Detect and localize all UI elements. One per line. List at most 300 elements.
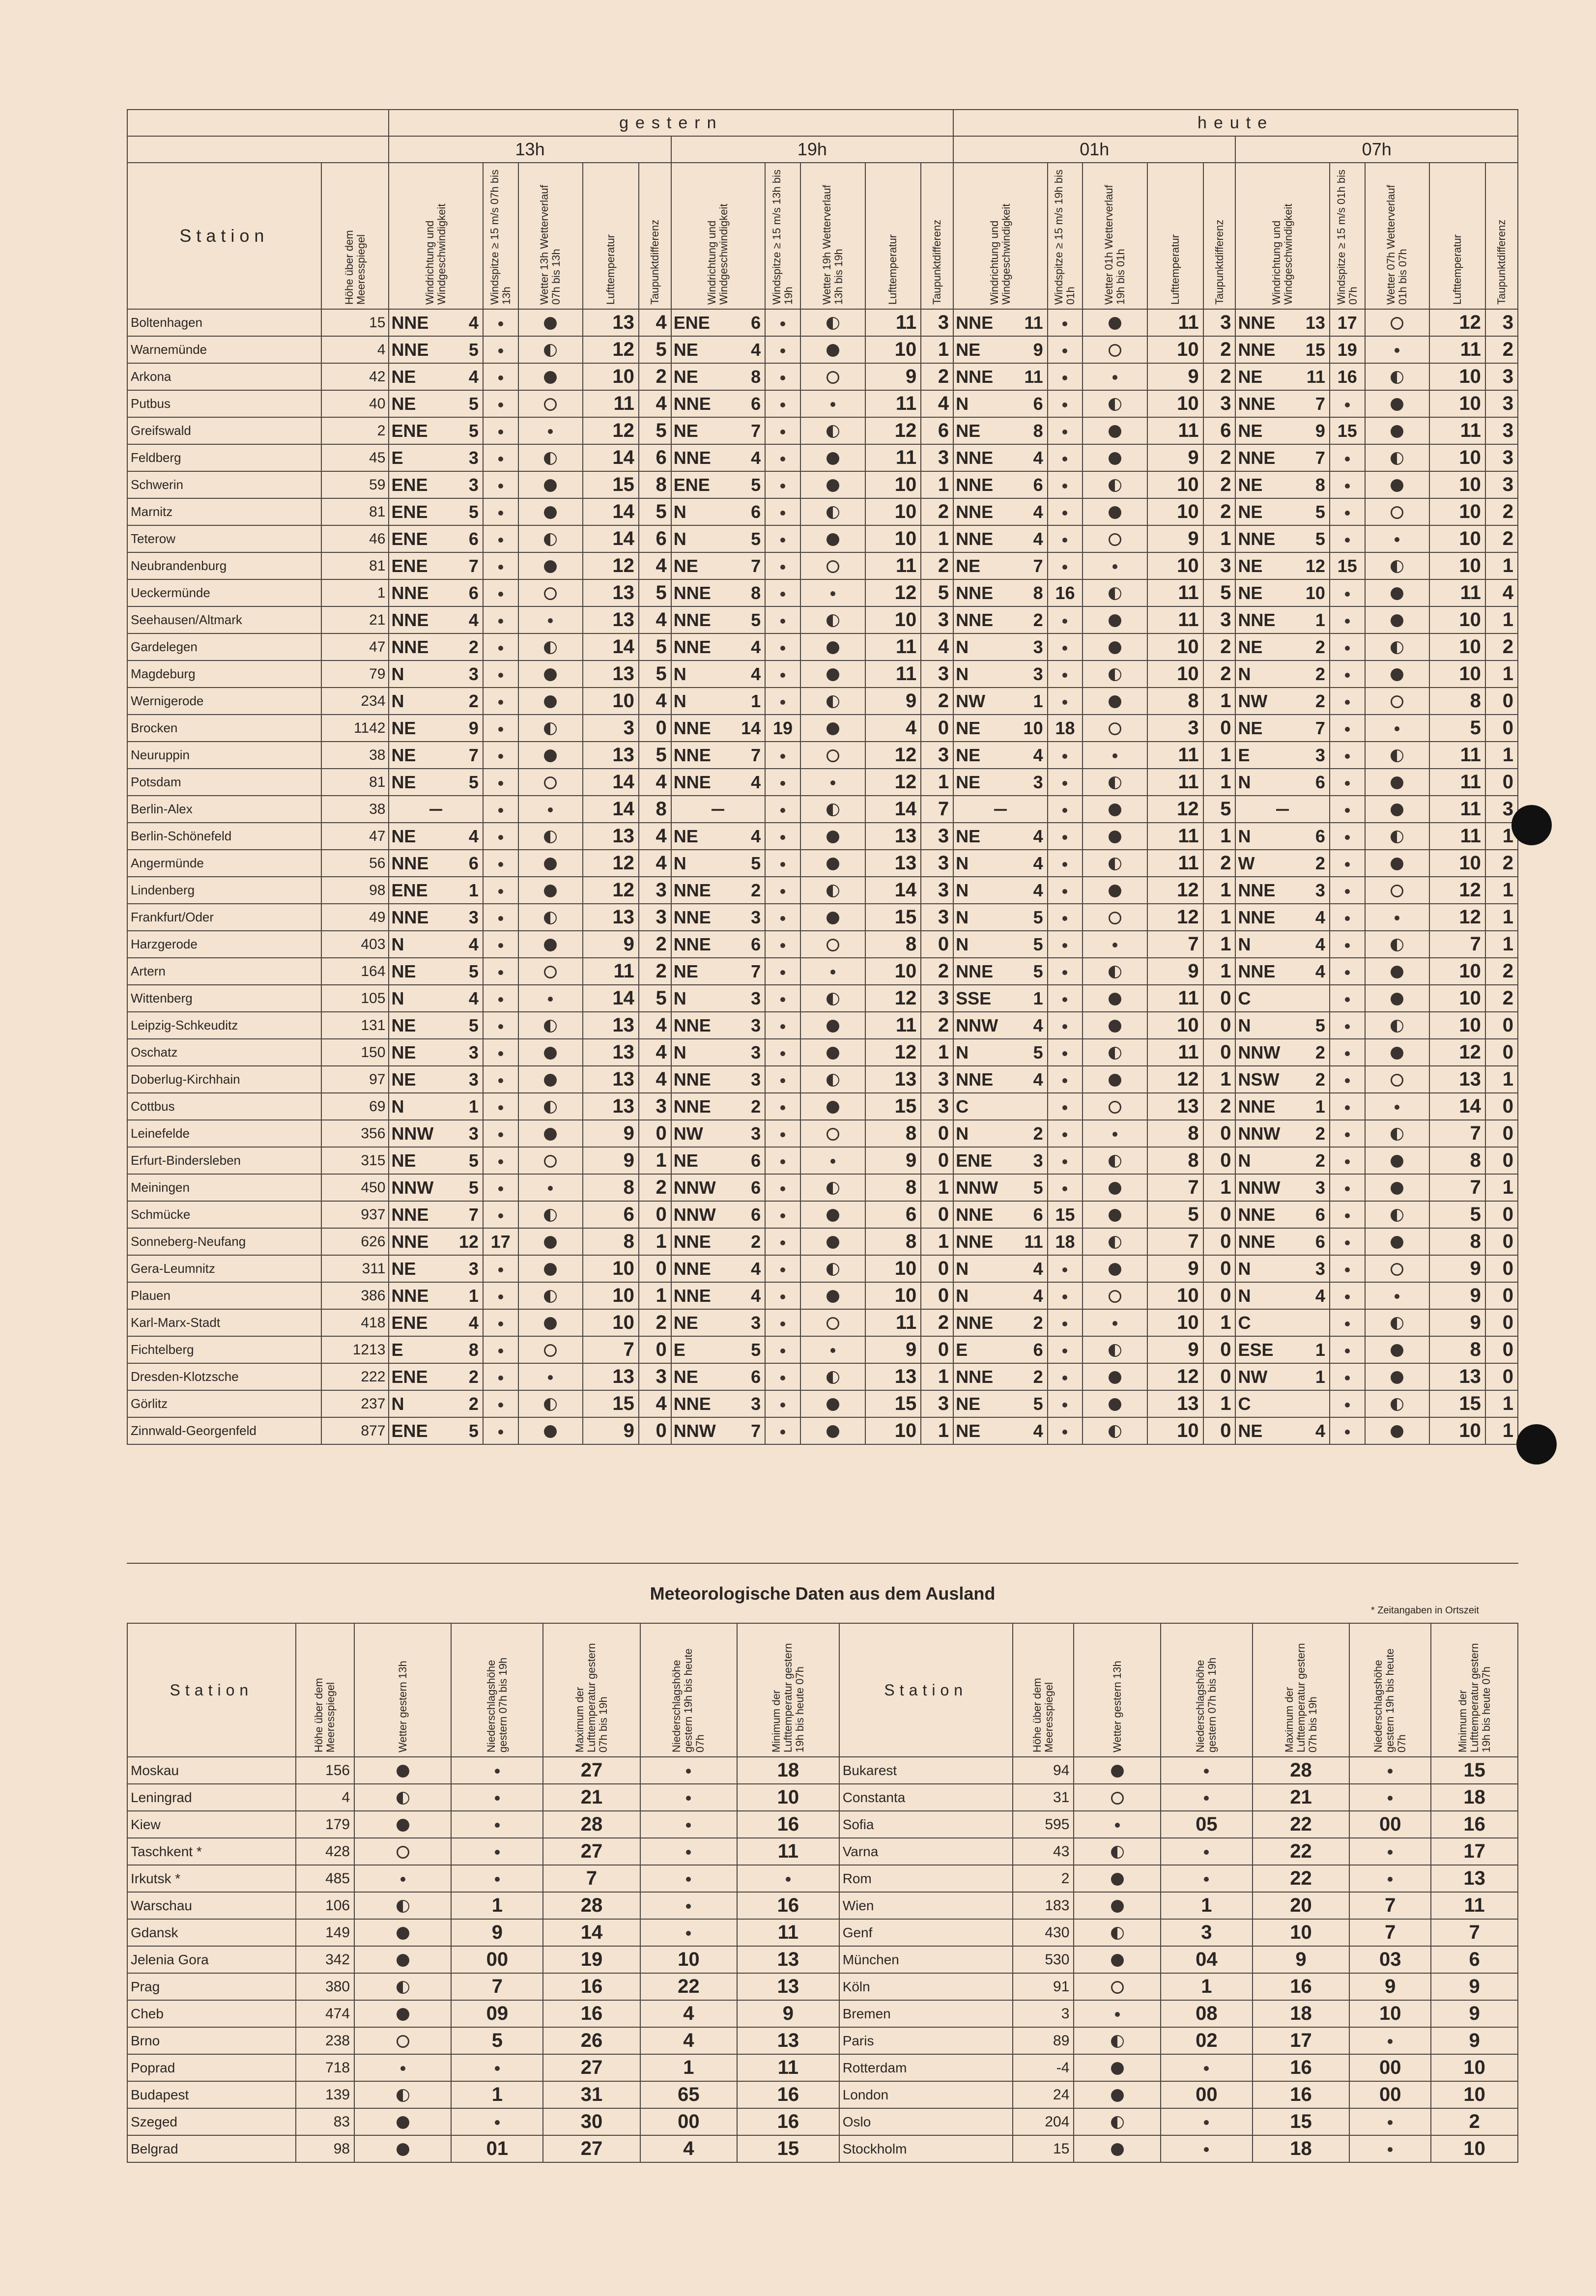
station-row bbox=[127, 444, 1518, 471]
weather-symbol-cell-13 bbox=[518, 471, 583, 498]
wind-direction: N bbox=[1238, 1015, 1251, 1035]
wind-cell-01 bbox=[953, 877, 1047, 904]
no-gust-dot bbox=[498, 781, 503, 786]
foreign-station-altitude: 139 bbox=[296, 2081, 354, 2108]
dewpoint-difference: 3 bbox=[921, 877, 953, 904]
wind-speed: 4 bbox=[468, 609, 479, 630]
weather-symbol-cell-07 bbox=[1365, 985, 1430, 1012]
wind-direction: ENE bbox=[391, 501, 428, 522]
foreign-min: 15 bbox=[737, 2135, 839, 2162]
foreign-station-altitude: 15 bbox=[1013, 2135, 1074, 2162]
wind-speed: 4 bbox=[1033, 1069, 1043, 1090]
weather-symbol-icon bbox=[1391, 939, 1403, 951]
col-header-cols01-0: Windrichtung und Windgeschwindigkeit bbox=[953, 163, 1047, 309]
gust-cell-01 bbox=[1048, 336, 1083, 363]
foreign-station-altitude: 718 bbox=[296, 2054, 354, 2081]
weather-symbol-cell-13 bbox=[518, 688, 583, 715]
wind-speed: 4 bbox=[468, 934, 479, 954]
foreign-max: 10 bbox=[1253, 1919, 1349, 1946]
col-header-cols13-4: Taupunktdifferenz bbox=[639, 163, 671, 309]
air-temperature: 11 bbox=[1147, 309, 1203, 336]
air-temperature: 12 bbox=[583, 336, 639, 363]
foreign-min: 16 bbox=[737, 1892, 839, 1919]
wind-cell-19 bbox=[671, 471, 765, 498]
dewpoint-difference: 6 bbox=[1203, 417, 1236, 444]
gust-cell-01 bbox=[1048, 1174, 1083, 1201]
air-temperature: 10 bbox=[1147, 1012, 1203, 1039]
foreign-min: 10 bbox=[1431, 2054, 1518, 2081]
wind-cell-13 bbox=[389, 1336, 483, 1363]
wind-cell-19 bbox=[671, 1120, 765, 1147]
wind-cell-07 bbox=[1235, 904, 1329, 931]
foreign-n1: 09 bbox=[451, 2000, 543, 2027]
no-gust-dot bbox=[1062, 402, 1067, 407]
air-temperature: 13 bbox=[583, 823, 639, 850]
weather-symbol-icon bbox=[1391, 1425, 1403, 1438]
wind-cell-13 bbox=[389, 1282, 483, 1309]
wind-direction: NE bbox=[391, 826, 416, 846]
wind-cell-07 bbox=[1235, 1255, 1329, 1282]
no-gust-dot bbox=[498, 997, 503, 1002]
wind-speed: 6 bbox=[1315, 1204, 1325, 1225]
no-gust-dot bbox=[498, 457, 503, 461]
air-temperature: 8 bbox=[865, 931, 921, 958]
air-temperature: 8 bbox=[1429, 1228, 1485, 1255]
weather-symbol-icon bbox=[544, 1155, 557, 1168]
air-temperature: 13 bbox=[1429, 1363, 1485, 1390]
air-temperature: 10 bbox=[1147, 336, 1203, 363]
gust-cell-13 bbox=[483, 336, 518, 363]
station-row bbox=[127, 606, 1518, 633]
station-name: Meiningen bbox=[127, 1174, 321, 1201]
weather-symbol-icon bbox=[1109, 912, 1121, 924]
dewpoint-difference: 1 bbox=[921, 525, 953, 552]
weather-symbol-icon bbox=[1109, 1155, 1121, 1168]
wind-speed: 1 bbox=[1315, 1366, 1325, 1387]
air-temperature: 13 bbox=[1147, 1093, 1203, 1120]
no-gust-dot bbox=[1062, 1024, 1067, 1029]
gust-cell-13 bbox=[483, 633, 518, 660]
foreign-weather-cell bbox=[354, 1919, 451, 1946]
gust-cell-19 bbox=[765, 633, 800, 660]
station-row bbox=[127, 769, 1518, 796]
wind-cell-01 bbox=[953, 1120, 1047, 1147]
dewpoint-difference: 1 bbox=[1203, 688, 1236, 715]
no-gust-dot bbox=[780, 1132, 785, 1137]
no-precip-dot bbox=[1388, 1850, 1393, 1855]
gust-cell-19 bbox=[765, 1147, 800, 1174]
dewpoint-difference: 1 bbox=[921, 1174, 953, 1201]
gust-cell-19 bbox=[765, 742, 800, 769]
weather-symbol-icon bbox=[1391, 885, 1403, 897]
gust-cell-07 bbox=[1330, 1255, 1365, 1282]
wind-speed: 8 bbox=[751, 366, 761, 387]
station-altitude: 1142 bbox=[321, 715, 389, 742]
air-temperature: 8 bbox=[1429, 1147, 1485, 1174]
wind-speed: 2 bbox=[1315, 663, 1325, 684]
foreign-station-name: Genf bbox=[839, 1919, 1013, 1946]
foreign-n2 bbox=[1349, 1838, 1431, 1865]
gust-cell-13 bbox=[483, 1309, 518, 1336]
wind-direction: C bbox=[956, 1096, 969, 1117]
foreign-weather-cell bbox=[1074, 2000, 1161, 2027]
weather-symbol-cell-19 bbox=[800, 660, 865, 688]
weather-symbol-cell-01 bbox=[1083, 1282, 1147, 1309]
no-gust-dot bbox=[780, 348, 785, 353]
foreign-n2 bbox=[640, 1757, 737, 1784]
foreign-row bbox=[127, 1919, 1518, 1946]
station-name: Cottbus bbox=[127, 1093, 321, 1120]
foreign-n1 bbox=[451, 2054, 543, 2081]
no-gust-dot bbox=[1062, 997, 1067, 1002]
foreign-n1 bbox=[1161, 2054, 1253, 2081]
gust-cell-01 bbox=[1048, 958, 1083, 985]
wind-direction: ENE bbox=[391, 528, 428, 549]
weather-symbol-icon bbox=[1109, 587, 1121, 600]
gust-cell-07 bbox=[1330, 525, 1365, 552]
dewpoint-difference: 3 bbox=[1203, 390, 1236, 417]
air-temperature: 8 bbox=[865, 1174, 921, 1201]
foreign-station-altitude: 24 bbox=[1013, 2081, 1074, 2108]
no-data-dash bbox=[994, 809, 1007, 811]
dewpoint-difference: 1 bbox=[1485, 904, 1518, 931]
gust-cell-01 bbox=[1048, 552, 1083, 579]
no-gust-dot bbox=[1345, 1240, 1350, 1245]
gust-cell-13 bbox=[483, 1417, 518, 1444]
wind-speed: 3 bbox=[1315, 1177, 1325, 1198]
gust-cell-13 bbox=[483, 1093, 518, 1120]
weather-symbol-cell-13 bbox=[518, 877, 583, 904]
wind-speed: 3 bbox=[468, 1042, 479, 1062]
foreign-max: 21 bbox=[1253, 1784, 1349, 1811]
air-temperature: 13 bbox=[865, 1363, 921, 1390]
foreign-n1: 9 bbox=[451, 1919, 543, 1946]
wind-cell-13 bbox=[389, 1066, 483, 1093]
no-gust-dot bbox=[1345, 592, 1350, 597]
wind-direction: ENE bbox=[391, 880, 428, 900]
wind-direction: SSE bbox=[956, 988, 992, 1008]
weather-symbol-cell-13 bbox=[518, 309, 583, 336]
weather-symbol-cell-13 bbox=[518, 1390, 583, 1417]
weather-symbol-icon bbox=[1109, 1209, 1121, 1222]
wind-direction: NE bbox=[391, 718, 416, 738]
foreign-max: 27 bbox=[543, 1838, 640, 1865]
no-gust-dot bbox=[1062, 1294, 1067, 1299]
foreign-station-name: Sofia bbox=[839, 1811, 1013, 1838]
wind-speed: 3 bbox=[468, 663, 479, 684]
weather-symbol-icon bbox=[826, 1047, 839, 1060]
weather-symbol-icon bbox=[1395, 537, 1399, 542]
foreign-min: 9 bbox=[737, 2000, 839, 2027]
gust-cell-01 bbox=[1048, 985, 1083, 1012]
foreign-station-name: Belgrad bbox=[127, 2135, 296, 2162]
no-gust-dot bbox=[498, 430, 503, 434]
gust-cell-07 bbox=[1330, 471, 1365, 498]
dewpoint-difference: 5 bbox=[1203, 579, 1236, 606]
weather-symbol-cell-19 bbox=[800, 688, 865, 715]
wind-direction: NNE bbox=[956, 1204, 994, 1225]
station-altitude: 47 bbox=[321, 633, 389, 660]
gust-cell-19 bbox=[765, 1336, 800, 1363]
weather-symbol-cell-19 bbox=[800, 1120, 865, 1147]
wind-direction: NE bbox=[956, 1393, 981, 1414]
foreign-n1: 00 bbox=[1161, 2081, 1253, 2108]
wind-cell-19 bbox=[671, 1039, 765, 1066]
station-altitude: 105 bbox=[321, 985, 389, 1012]
wind-cell-19 bbox=[671, 552, 765, 579]
foreign-station-name: Oslo bbox=[839, 2108, 1013, 2135]
wind-cell-19 bbox=[671, 1201, 765, 1228]
gust-cell-07 bbox=[1330, 1066, 1365, 1093]
wind-direction: N bbox=[391, 934, 404, 954]
gust-cell-07 bbox=[1330, 1282, 1365, 1309]
dewpoint-difference: 4 bbox=[921, 390, 953, 417]
no-precip-dot bbox=[1204, 1877, 1209, 1882]
foreign-station-name: Wien bbox=[839, 1892, 1013, 1919]
wind-speed: 8 bbox=[1315, 474, 1325, 495]
weather-symbol-cell-13 bbox=[518, 606, 583, 633]
station-name: Erfurt-Bindersleben bbox=[127, 1147, 321, 1174]
gust-cell-01 bbox=[1048, 1282, 1083, 1309]
air-temperature: 7 bbox=[1147, 1174, 1203, 1201]
wind-cell-07 bbox=[1235, 1363, 1329, 1390]
weather-symbol-icon bbox=[1391, 993, 1403, 1005]
gust-cell-01 bbox=[1048, 796, 1083, 823]
station-name: Doberlug-Kirchhain bbox=[127, 1066, 321, 1093]
wind-cell-19 bbox=[671, 1363, 765, 1390]
wind-speed: 3 bbox=[468, 907, 479, 927]
weather-symbol-icon bbox=[826, 1317, 839, 1330]
weather-symbol-icon bbox=[826, 1425, 839, 1438]
dewpoint-difference: 4 bbox=[639, 1066, 671, 1093]
weather-symbol-icon bbox=[397, 2089, 409, 2102]
wind-speed: 4 bbox=[1033, 853, 1043, 873]
weather-symbol-cell-07 bbox=[1365, 363, 1430, 390]
weather-symbol-icon bbox=[1391, 1317, 1403, 1330]
wind-direction: E bbox=[391, 1339, 403, 1360]
weather-symbol-icon bbox=[1391, 776, 1403, 789]
weather-symbol-cell-07 bbox=[1365, 552, 1430, 579]
wind-direction: C bbox=[1238, 1312, 1251, 1333]
wind-cell-01 bbox=[953, 1336, 1047, 1363]
weather-symbol-icon bbox=[1391, 831, 1403, 843]
weather-symbol-cell-07 bbox=[1365, 904, 1430, 931]
weather-symbol-icon bbox=[544, 1290, 557, 1303]
weather-symbol-cell-01 bbox=[1083, 633, 1147, 660]
gust-cell-07 bbox=[1330, 444, 1365, 471]
weather-symbol-icon bbox=[548, 618, 553, 623]
wind-cell-19 bbox=[671, 309, 765, 336]
air-temperature: 13 bbox=[583, 309, 639, 336]
gust-cell-07 bbox=[1330, 958, 1365, 985]
air-temperature: 10 bbox=[865, 1417, 921, 1444]
wind-direction: N bbox=[1238, 772, 1251, 792]
wind-cell-07 bbox=[1235, 525, 1329, 552]
foreign-n2: 03 bbox=[1349, 1946, 1431, 1973]
wind-cell-13 bbox=[389, 1147, 483, 1174]
gust-cell-01 bbox=[1048, 1120, 1083, 1147]
air-temperature: 12 bbox=[583, 850, 639, 877]
wind-cell-19 bbox=[671, 796, 765, 823]
weather-symbol-cell-13 bbox=[518, 660, 583, 688]
no-precip-dot bbox=[686, 1850, 691, 1855]
no-gust-dot bbox=[1345, 484, 1350, 488]
wind-speed: 3 bbox=[1033, 636, 1043, 657]
gust-cell-19 bbox=[765, 1039, 800, 1066]
air-temperature: 10 bbox=[1429, 444, 1485, 471]
weather-symbol-cell-19 bbox=[800, 985, 865, 1012]
dewpoint-difference: 1 bbox=[1485, 660, 1518, 688]
gust-cell-19 bbox=[765, 1417, 800, 1444]
foreign-n1 bbox=[451, 1838, 543, 1865]
wind-speed: 5 bbox=[468, 1150, 479, 1171]
wind-cell-07 bbox=[1235, 1066, 1329, 1093]
gust-cell-01 bbox=[1048, 525, 1083, 552]
dewpoint-difference: 0 bbox=[1203, 1147, 1236, 1174]
foreign-station-altitude: 179 bbox=[296, 1811, 354, 1838]
wind-direction: NNE bbox=[673, 1096, 711, 1117]
gust-cell-13 bbox=[483, 1255, 518, 1282]
weather-symbol-icon bbox=[826, 1371, 839, 1384]
gust-cell-19 bbox=[765, 769, 800, 796]
air-temperature: 4 bbox=[865, 715, 921, 742]
dewpoint-difference: 1 bbox=[921, 1228, 953, 1255]
station-row bbox=[127, 1255, 1518, 1282]
no-precip-dot bbox=[1388, 2147, 1393, 2152]
no-gust-dot bbox=[780, 1159, 785, 1164]
air-temperature: 10 bbox=[1429, 985, 1485, 1012]
dewpoint-difference: 1 bbox=[921, 769, 953, 796]
no-precip-dot bbox=[1388, 1877, 1393, 1882]
no-gust-dot bbox=[1345, 700, 1350, 705]
dewpoint-difference: 2 bbox=[639, 1174, 671, 1201]
foreign-max: 14 bbox=[543, 1919, 640, 1946]
weather-symbol-icon bbox=[1109, 858, 1121, 870]
foreign-min: 17 bbox=[1431, 1838, 1518, 1865]
foreign-max: 18 bbox=[1253, 2135, 1349, 2162]
wind-direction: NNE bbox=[1238, 312, 1276, 333]
weather-symbol-cell-01 bbox=[1083, 769, 1147, 796]
air-temperature: 12 bbox=[1429, 877, 1485, 904]
no-gust-dot bbox=[498, 943, 503, 948]
weather-symbol-icon bbox=[1111, 1981, 1124, 1994]
air-temperature: 10 bbox=[865, 1255, 921, 1282]
gust-value: 17 bbox=[490, 1231, 511, 1252]
weather-symbol-cell-13 bbox=[518, 850, 583, 877]
wind-direction: NE bbox=[673, 366, 698, 387]
wind-cell-07 bbox=[1235, 1390, 1329, 1417]
wind-cell-13 bbox=[389, 823, 483, 850]
foreign-weather-cell bbox=[1074, 2135, 1161, 2162]
air-temperature: 14 bbox=[583, 985, 639, 1012]
foreign-station-name: Bremen bbox=[839, 2000, 1013, 2027]
no-precip-dot bbox=[1388, 2120, 1393, 2125]
air-temperature: 7 bbox=[583, 1336, 639, 1363]
air-temperature: 13 bbox=[865, 1066, 921, 1093]
foreign-station-altitude: -4 bbox=[1013, 2054, 1074, 2081]
wind-speed: 3 bbox=[751, 907, 761, 927]
air-temperature: 15 bbox=[1429, 1390, 1485, 1417]
gust-cell-19 bbox=[765, 1255, 800, 1282]
foreign-weather-cell bbox=[354, 1811, 451, 1838]
air-temperature: 11 bbox=[865, 552, 921, 579]
wind-speed: 6 bbox=[1033, 393, 1043, 414]
wind-direction: NNE bbox=[391, 1285, 429, 1306]
wind-direction: NNE bbox=[1238, 528, 1276, 549]
station-name: Görlitz bbox=[127, 1390, 321, 1417]
dewpoint-difference: 0 bbox=[1203, 1228, 1236, 1255]
wind-direction: NE bbox=[391, 1069, 416, 1090]
no-gust-dot bbox=[498, 1403, 503, 1407]
weather-symbol-icon bbox=[1109, 885, 1121, 897]
dewpoint-difference: 0 bbox=[1485, 715, 1518, 742]
gust-cell-07 bbox=[1330, 769, 1365, 796]
weather-symbol-icon bbox=[826, 1263, 839, 1276]
gust-cell-07 bbox=[1330, 1390, 1365, 1417]
weather-symbol-icon bbox=[826, 317, 839, 330]
weather-symbol-icon bbox=[830, 780, 835, 785]
foreign-n1 bbox=[451, 1757, 543, 1784]
weather-symbol-cell-01 bbox=[1083, 309, 1147, 336]
station-altitude: 877 bbox=[321, 1417, 389, 1444]
foreign-row bbox=[127, 1973, 1518, 2000]
air-temperature: 14 bbox=[583, 525, 639, 552]
air-temperature: 11 bbox=[865, 444, 921, 471]
station-row bbox=[127, 1174, 1518, 1201]
foreign-n1: 08 bbox=[1161, 2000, 1253, 2027]
weather-symbol-cell-07 bbox=[1365, 1417, 1430, 1444]
weather-symbol-icon bbox=[826, 371, 839, 384]
wind-cell-07 bbox=[1235, 877, 1329, 904]
wind-speed: 5 bbox=[468, 961, 479, 981]
wind-direction: NNW bbox=[1238, 1042, 1281, 1062]
gust-cell-13 bbox=[483, 1282, 518, 1309]
station-row bbox=[127, 1417, 1518, 1444]
wind-speed: 2 bbox=[1315, 1042, 1325, 1062]
gust-cell-07 bbox=[1330, 579, 1365, 606]
col-header-cols01-3: Lufttemperatur bbox=[1147, 163, 1203, 309]
dewpoint-difference: 1 bbox=[1485, 1174, 1518, 1201]
dewpoint-difference: 6 bbox=[639, 444, 671, 471]
weather-symbol-icon bbox=[397, 1792, 409, 1805]
no-gust-dot bbox=[498, 1186, 503, 1191]
no-gust-dot bbox=[780, 619, 785, 624]
wind-cell-07 bbox=[1235, 1093, 1329, 1120]
no-gust-dot bbox=[1345, 1105, 1350, 1110]
foreign-station-name: Gdansk bbox=[127, 1919, 296, 1946]
gust-cell-19 bbox=[765, 390, 800, 417]
air-temperature: 10 bbox=[583, 1282, 639, 1309]
wind-speed: 7 bbox=[751, 745, 761, 765]
weather-symbol-cell-19 bbox=[800, 1093, 865, 1120]
wind-speed: 8 bbox=[751, 582, 761, 603]
gust-cell-13 bbox=[483, 958, 518, 985]
wind-cell-19 bbox=[671, 823, 765, 850]
air-temperature: 12 bbox=[865, 769, 921, 796]
weather-symbol-icon bbox=[1395, 1294, 1399, 1299]
wind-speed: 4 bbox=[1033, 447, 1043, 468]
gust-cell-19 bbox=[765, 1012, 800, 1039]
no-gust-dot bbox=[1062, 646, 1067, 651]
gust-cell-19 bbox=[765, 1282, 800, 1309]
air-temperature: 11 bbox=[865, 309, 921, 336]
weather-symbol-cell-19 bbox=[800, 931, 865, 958]
station-altitude: 356 bbox=[321, 1120, 389, 1147]
weather-symbol-cell-07 bbox=[1365, 688, 1430, 715]
weather-symbol-icon bbox=[544, 1074, 557, 1087]
no-gust-dot bbox=[498, 835, 503, 840]
air-temperature: 10 bbox=[1147, 552, 1203, 579]
